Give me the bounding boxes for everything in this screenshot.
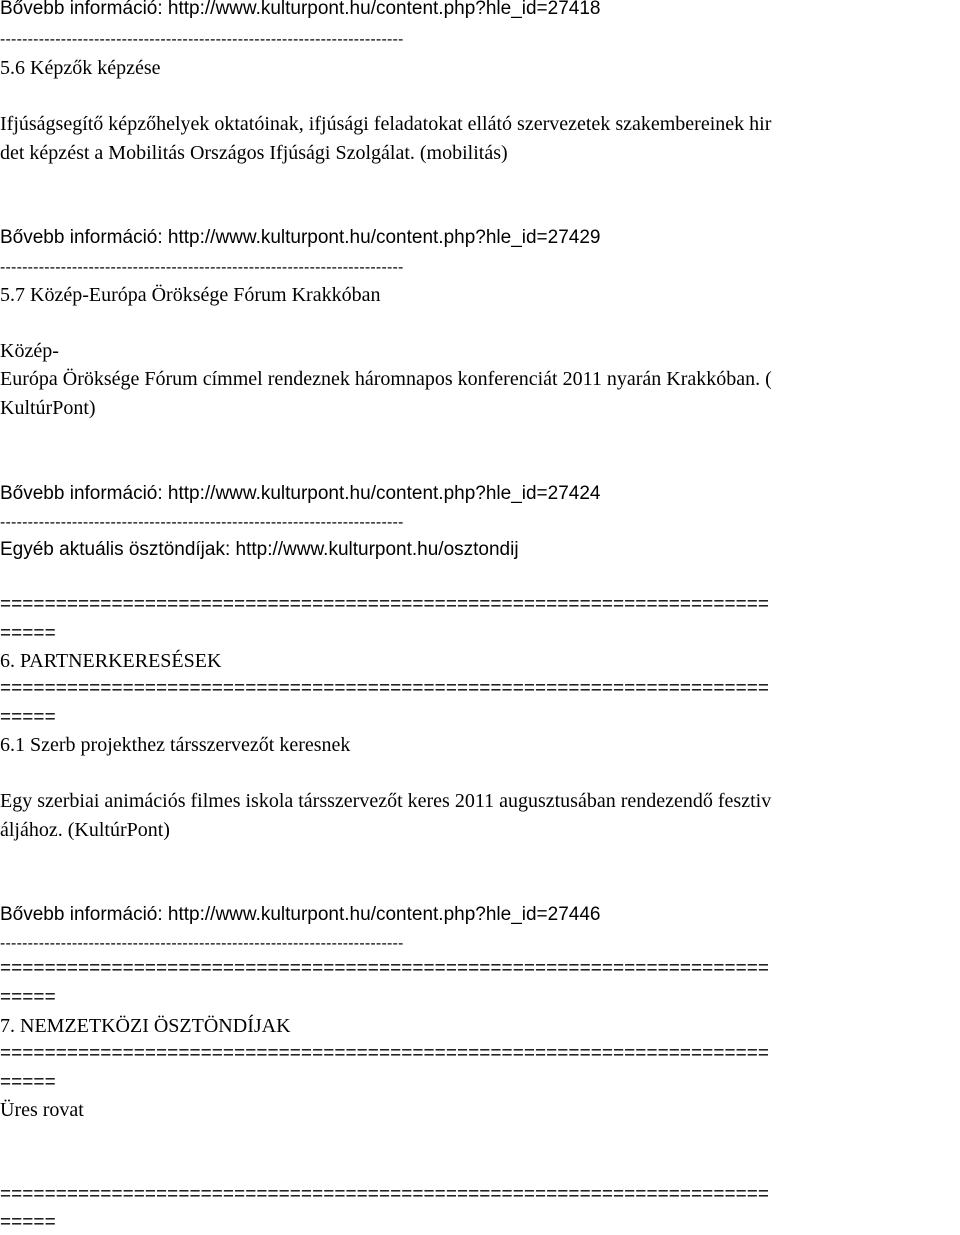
separator-equals-tail: ===== bbox=[0, 987, 56, 1008]
section-heading: 5.6 Képzők képzése bbox=[0, 57, 161, 79]
separator-equals-tail: ===== bbox=[0, 707, 56, 728]
other-scholarships-line: Egyéb aktuális ösztöndíjak: http://www.kulturpont.hu/osztondij bbox=[0, 539, 519, 560]
separator-dashes: ------------------------------------------------------------------------- bbox=[0, 514, 404, 531]
separator-equals: ===================================================================== bbox=[0, 678, 770, 699]
paragraph-line: det képzést a Mobilitás Országos Ifjúsági Szolgálat. (mobilitás) bbox=[0, 142, 508, 164]
section-heading: 6.1 Szerb projekthez társszervezőt keresnek bbox=[0, 734, 351, 756]
separator-equals-tail: ===== bbox=[0, 1212, 56, 1233]
separator-equals: ===================================================================== bbox=[0, 958, 770, 979]
empty-section-text: Üres rovat bbox=[0, 1099, 84, 1121]
more-info-link-line: Bővebb információ: http://www.kulturpont.hu/content.php?hle_id=27446 bbox=[0, 904, 601, 925]
paragraph-line: áljához. (KultúrPont) bbox=[0, 819, 170, 841]
more-info-link-line: Bővebb információ: http://www.kulturpont.hu/content.php?hle_id=27418 bbox=[0, 0, 601, 19]
separator-dashes: ------------------------------------------------------------------------- bbox=[0, 259, 404, 276]
paragraph-line: Európa Öröksége Fórum címmel rendeznek háromnapos konferenciát 2011 nyarán Krakkóban. ( bbox=[0, 368, 772, 390]
chapter-heading: 7. NEMZETKÖZI ÖSZTÖNDÍJAK bbox=[0, 1015, 291, 1037]
separator-dashes: ------------------------------------------------------------------------- bbox=[0, 935, 404, 952]
separator-equals-tail: ===== bbox=[0, 623, 56, 644]
paragraph-line: Egy szerbiai animációs filmes iskola társszervezőt keres 2011 augusztusában rendezendő fesztiv bbox=[0, 790, 772, 812]
paragraph-line: Ifjúságsegítő képzőhelyek oktatóinak, ifjúsági feladatokat ellátó szervezetek szakembereinek hir bbox=[0, 113, 772, 135]
paragraph-line: Közép- bbox=[0, 340, 59, 362]
separator-dashes: ------------------------------------------------------------------------- bbox=[0, 31, 404, 48]
separator-equals: ===================================================================== bbox=[0, 1184, 770, 1205]
more-info-link-line: Bővebb információ: http://www.kulturpont.hu/content.php?hle_id=27429 bbox=[0, 227, 601, 248]
section-heading: 5.7 Közép-Európa Öröksége Fórum Krakkóban bbox=[0, 284, 381, 306]
separator-equals: ===================================================================== bbox=[0, 594, 770, 615]
paragraph-line: KultúrPont) bbox=[0, 397, 96, 419]
more-info-link-line: Bővebb információ: http://www.kulturpont.hu/content.php?hle_id=27424 bbox=[0, 483, 601, 504]
separator-equals-tail: ===== bbox=[0, 1072, 56, 1093]
chapter-heading: 6. PARTNERKERESÉSEK bbox=[0, 650, 222, 672]
separator-equals: ===================================================================== bbox=[0, 1043, 770, 1064]
